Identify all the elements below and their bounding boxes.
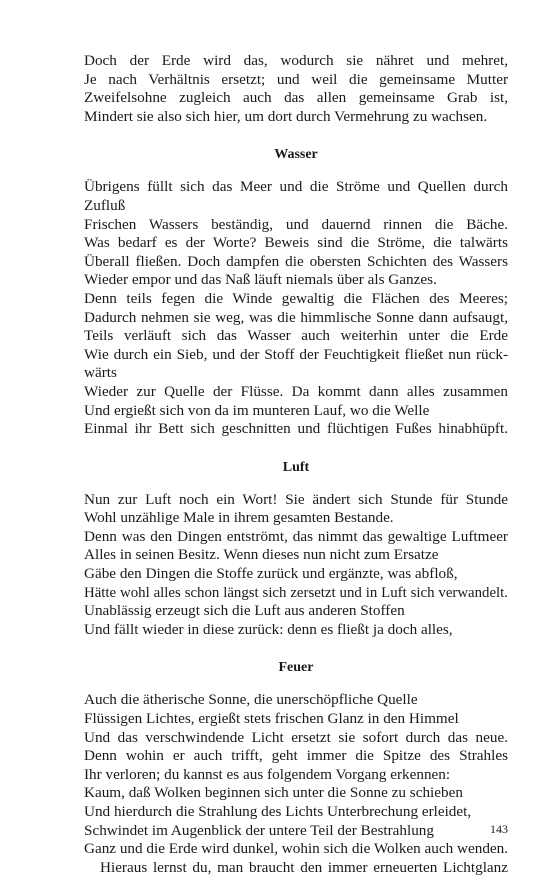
text-line: Wieder empor und das Naß läuft niemals über als Ganzes. xyxy=(84,271,437,289)
text-line: Wie durch ein Sieb, und der Stoff der Feuchtigkeit fließet nun rück- xyxy=(84,345,508,363)
section-heading-water: Wasser xyxy=(274,147,318,163)
text-line: Doch der Erde wird das, wodurch sie nähret und mehret, xyxy=(84,52,508,69)
text-line: Denn wohin er auch trifft, geht immer die Spitze des Strahles xyxy=(84,747,508,765)
text-line: Hätte wohl alles schon längst sich zersetzt und in Luft sich verwandelt. xyxy=(84,584,508,601)
text-line: Unablässig erzeugt sich die Luft aus anderen Stoffen xyxy=(84,602,405,620)
text-line: Schwindet im Augenblick der untere Teil der Bestrahlung xyxy=(84,821,434,839)
stanza-earth xyxy=(84,52,508,126)
text-line: Ganz und die Erde wird dunkel, wohin sich die Wolken auch wenden. xyxy=(84,840,509,858)
text-line: Übrigens füllt sich das Meer und die Ströme und Quellen durch xyxy=(84,178,508,196)
stanza-air xyxy=(84,491,508,640)
page-number: 143 xyxy=(490,822,508,836)
text-line: Zweifelsohne zugleich auch das allen gemeinsame Grab ist, xyxy=(84,89,508,107)
text-line: Denn was den Dingen entströmt, das nimmt das gewaltige Luftmeer xyxy=(84,527,508,545)
text-line: Auch die ätherische Sonne, die unerschöpfliche Quelle xyxy=(84,691,418,709)
text-line: Frischen Wassers beständig, und dauernd rinnen die Bäche. xyxy=(84,215,508,233)
text-line: Dadurch nehmen sie weg, was die himmlische Sonne dann aufsaugt, xyxy=(84,308,508,326)
section-heading-air: Luft xyxy=(282,459,310,475)
text-line: Teils verläuft sich das Wasser auch weiterhin unter die Erde xyxy=(84,327,508,345)
text-line: Wieder zur Quelle der Flüsse. Da kommt dann alles zusammen xyxy=(84,382,508,400)
text-line: Hieraus lernst du, man braucht den immer erneuerten Lichtglanz xyxy=(100,858,508,876)
page-body xyxy=(84,52,508,877)
text-line: Flüssigen Lichtes, ergießt stets frischen Glanz in den Himmel xyxy=(84,710,459,728)
text-line: Denn teils fegen die Winde gewaltig die Flächen des Meeres; xyxy=(84,289,508,307)
text-line: Alles in seinen Besitz. Wenn dieses nun nicht zum Ersatze xyxy=(84,546,439,564)
text-line: Gäbe den Dingen die Stoffe zurück und ergänzte, was abfloß, xyxy=(84,565,458,583)
text-line: Je nach Verhältnis ersetzt; und weil die gemeinsame Mutter xyxy=(84,70,508,88)
text-line: wärts xyxy=(84,364,117,382)
text-line: Mindert sie also sich hier, um dort durch Vermehrung zu wachsen. xyxy=(84,107,488,125)
text-line: Nun zur Luft noch ein Wort! Sie ändert sich Stunde für Stunde xyxy=(84,490,508,508)
text-line: Überall fließen. Doch dampfen die obersten Schichten des Wassers xyxy=(84,252,508,270)
text-line: Wohl unzählige Male in ihrem gesamten Bestande. xyxy=(84,509,394,527)
text-line: Was bedarf es der Worte? Beweis sind die Ströme, die talwärts xyxy=(84,234,508,252)
text-line: Ihr verloren; du kannst es aus folgendem Vorgang erkennen: xyxy=(84,765,451,783)
text-line: Und hierdurch die Strahlung des Lichts Unterbrechung erleidet, xyxy=(84,803,472,820)
text-line: Und ergießt sich von da im munteren Lauf, wo die Welle xyxy=(84,401,430,419)
text-line: Zufluß xyxy=(84,196,126,214)
text-line: Kaum, daß Wolken beginnen sich unter die Sonne zu schieben xyxy=(84,784,463,802)
section-heading-fire: Feuer xyxy=(278,660,314,676)
stanza-water xyxy=(84,178,508,438)
text-line: Einmal ihr Bett sich geschnitten und flüchtigen Fußes hinabhüpft. xyxy=(84,420,508,438)
text-line: Und das verschwindende Licht ersetzt sie sofort durch das neue. xyxy=(84,728,508,746)
text-line: Und fällt wieder in diese zurück: denn es fließt ja doch alles, xyxy=(84,620,453,638)
stanza-fire xyxy=(84,691,508,877)
